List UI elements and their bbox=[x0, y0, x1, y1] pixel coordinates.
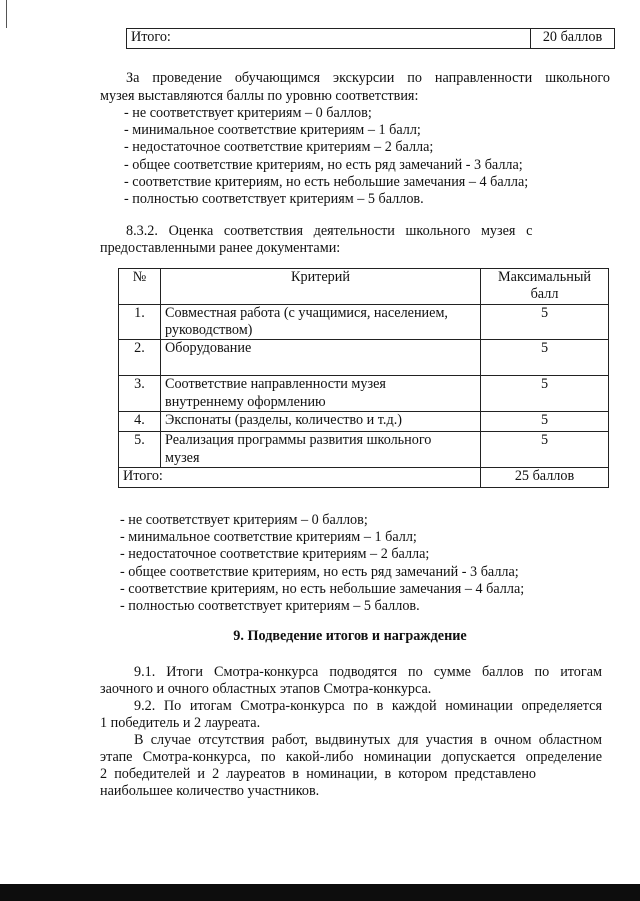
list-item: - общее соответствие критериям, но есть ряд замечаний - 3 балла; bbox=[124, 156, 523, 173]
row-criterion: Совместная работа (с учащимися, населением, руководством) bbox=[161, 305, 481, 340]
table-row bbox=[119, 412, 609, 432]
top-total-table bbox=[126, 28, 615, 49]
header-max-line2: балл bbox=[530, 286, 559, 303]
row-num: 5. bbox=[119, 432, 161, 467]
list-item: - не соответствует критериям – 0 баллов; bbox=[124, 105, 372, 121]
row-criterion: Реализация программы развития школьного музея bbox=[161, 432, 481, 467]
row-num: 1. bbox=[119, 305, 161, 340]
row-num: 2. bbox=[119, 340, 161, 376]
header-max-score bbox=[481, 269, 609, 305]
scan-bottom-edge bbox=[0, 884, 640, 901]
row-score: 5 bbox=[481, 412, 609, 432]
p93-line3: 2 победителей и 2 лауреатов в номинации, в котором представлено bbox=[100, 766, 537, 782]
table-row bbox=[119, 432, 609, 467]
row-criterion: Оборудование bbox=[161, 340, 481, 376]
row-score: 5 bbox=[481, 340, 609, 376]
row-score: 5 bbox=[481, 376, 609, 412]
list-item: - общее соответствие критериям, но есть ряд замечаний - 3 балла; bbox=[120, 563, 519, 580]
p93-line1: В случае отсутствия работ, выдвинутых для участия в очном областном bbox=[134, 732, 602, 748]
list-item: - соответствие критериям, но есть небольшие замечания – 4 балла; bbox=[120, 580, 525, 597]
row-score: 5 bbox=[481, 432, 609, 467]
list-item: - недостаточное соответствие критериям – 2 балла; bbox=[124, 139, 434, 156]
p92-line2: 1 победитель и 2 лауреата. bbox=[100, 715, 261, 731]
score-list-1 bbox=[124, 105, 528, 208]
table-total-value: 25 баллов bbox=[481, 467, 609, 487]
excursion-para-line1: За проведение обучающимся экскурсии по направленности школьного bbox=[126, 70, 610, 86]
excursion-para-line2: музея выставляются баллы по уровню соответствия: bbox=[100, 88, 419, 104]
table-total-row bbox=[119, 467, 609, 487]
table-total-label: Итого: bbox=[119, 467, 481, 487]
top-total-label: Итого: bbox=[127, 29, 531, 49]
criteria-table bbox=[118, 268, 609, 488]
list-item: - не соответствует критериям – 0 баллов; bbox=[120, 512, 368, 528]
p93-line2: этапе Смотра-конкурса, по какой-либо номинации допускается определение bbox=[100, 749, 602, 765]
section-832-line2: предоставленными ранее документами: bbox=[100, 240, 341, 256]
p91-line2: заочного и очного областных этапов Смотра-конкурса. bbox=[100, 681, 432, 697]
p92-line1: 9.2. По итогам Смотра-конкурса по в каждой номинации определяется bbox=[134, 698, 602, 714]
row-criterion: Экспонаты (разделы, количество и т.д.) bbox=[161, 412, 481, 432]
list-item: - полностью соответствует критериям – 5 баллов. bbox=[124, 191, 424, 208]
table-header-row bbox=[119, 269, 609, 305]
list-item: - минимальное соответствие критериям – 1 балл; bbox=[124, 122, 421, 139]
top-total-value: 20 баллов bbox=[531, 29, 615, 49]
section-832-line1: 8.3.2. Оценка соответствия деятельности школьного музея с bbox=[126, 223, 533, 239]
p93-line4: наибольшее количество участников. bbox=[100, 783, 320, 799]
scan-edge-mark bbox=[6, 0, 7, 28]
row-num: 3. bbox=[119, 376, 161, 412]
row-num: 4. bbox=[119, 412, 161, 432]
table-row bbox=[119, 305, 609, 340]
list-item: - соответствие критериям, но есть небольшие замечания – 4 балла; bbox=[124, 173, 529, 190]
row-score: 5 bbox=[481, 305, 609, 340]
section-9-title: 9. Подведение итогов и награждение bbox=[233, 628, 467, 644]
table-row bbox=[119, 376, 609, 412]
header-criterion: Критерий bbox=[161, 269, 481, 305]
list-item: - недостаточное соответствие критериям – 2 балла; bbox=[120, 546, 430, 563]
list-item: - минимальное соответствие критериям – 1 балл; bbox=[120, 529, 417, 546]
p91-line1: 9.1. Итоги Смотра-конкурса подводятся по сумме баллов по итогам bbox=[134, 664, 602, 680]
list-item: - полностью соответствует критериям – 5 баллов. bbox=[120, 598, 420, 615]
row-criterion: Соответствие направленности музея внутреннему оформлению bbox=[161, 376, 481, 412]
table-row bbox=[119, 340, 609, 376]
header-max-line1: Максимальный bbox=[498, 269, 591, 285]
score-list-2 bbox=[120, 512, 524, 615]
header-num: № bbox=[119, 269, 161, 305]
